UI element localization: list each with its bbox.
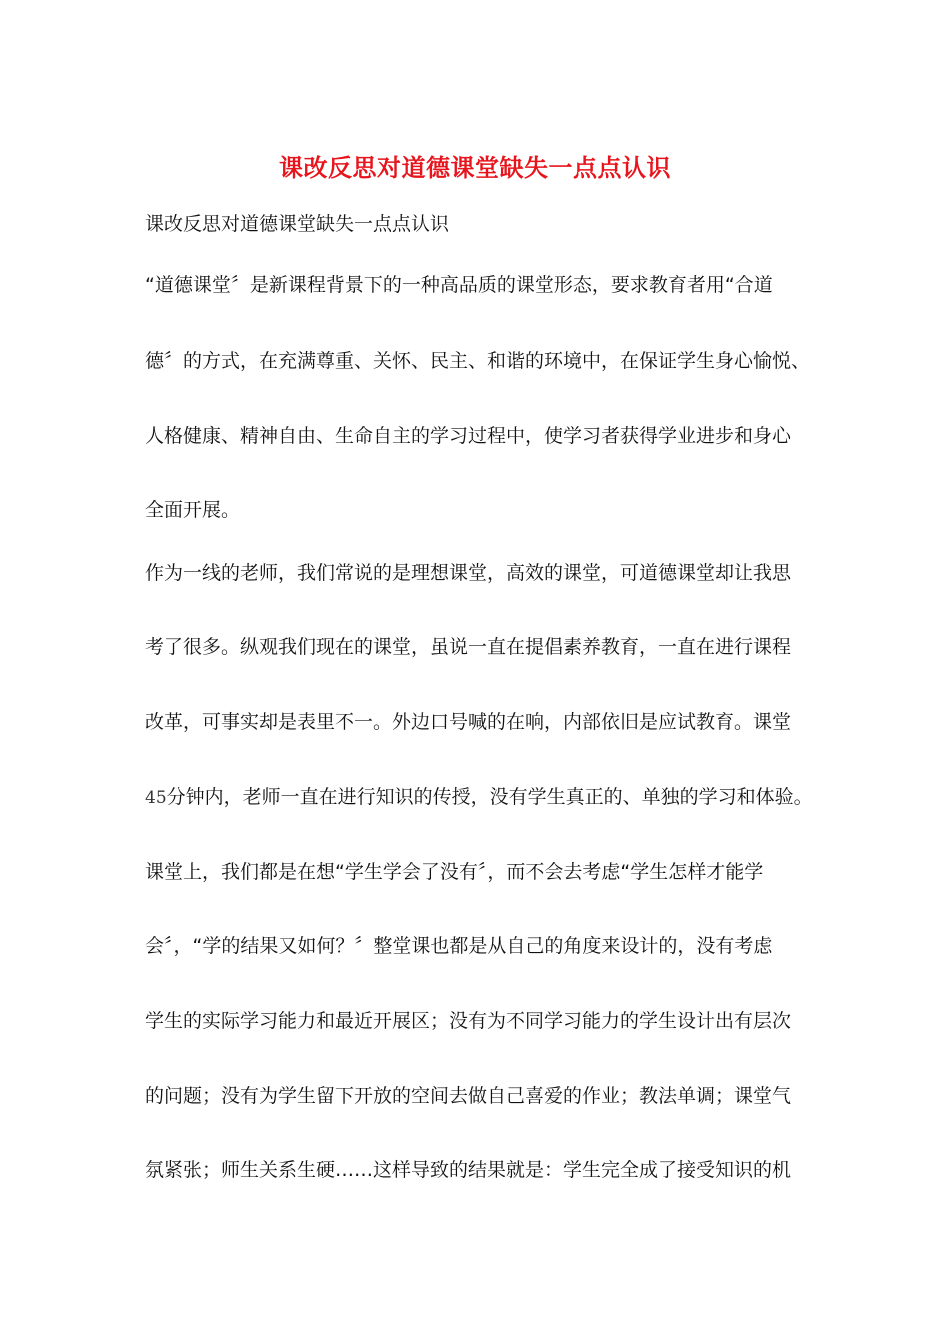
- paragraph-line: 学生的实际学习能力和最近开展区；没有为不同学习能力的学生设计出有层次: [145, 1010, 792, 1032]
- paragraph-line: 氛紧张；师生关系生硬……这样导致的结果就是：学生完全成了接受知识的机: [145, 1159, 792, 1181]
- paragraph-line: 改革，可事实却是表里不一。外边口号喊的在响，内部依旧是应试教育。课堂: [145, 711, 792, 733]
- paragraph-line: 全面开展。: [145, 499, 241, 521]
- paragraph-line: 作为一线的老师，我们常说的是理想课堂，高效的课堂，可道德课堂却让我思: [145, 562, 792, 584]
- paragraph-line: 人格健康、精神自由、生命自主的学习过程中，使学习者获得学业进步和身心: [145, 425, 792, 447]
- paragraph-line: 德〞的方式，在充满尊重、关怀、民主、和谐的环境中，在保证学生身心愉悦、: [145, 350, 811, 372]
- paragraph-line: “道德课堂〞是新课程背景下的一种高品质的课堂形态，要求教育者用“合道: [145, 274, 773, 296]
- paragraph-line: 课堂上，我们都是在想“学生学会了没有〞，而不会去考虑“学生怎样才能学: [145, 861, 764, 883]
- minutes-number: 45: [145, 788, 167, 808]
- paragraph-line: 会〞，“学的结果又如何？〞整堂课也都是从自己的角度来设计的，没有考虑: [145, 935, 773, 957]
- paragraph-line: 的问题；没有为学生留下开放的空间去做自己喜爱的作业；教法单调；课堂气: [145, 1085, 792, 1107]
- paragraph-line: 考了很多。纵观我们现在的课堂，虽说一直在提倡素养教育，一直在进行课程: [145, 636, 792, 658]
- document-title: 课改反思对道德课堂缺失一点点认识: [279, 153, 671, 182]
- document-subtitle: 课改反思对道德课堂缺失一点点认识: [145, 213, 450, 235]
- paragraph-line: [145, 782, 813, 813]
- paragraph-line-text: 分钟内，老师一直在进行知识的传授，没有学生真正的、单独的学习和体验。: [166, 786, 813, 808]
